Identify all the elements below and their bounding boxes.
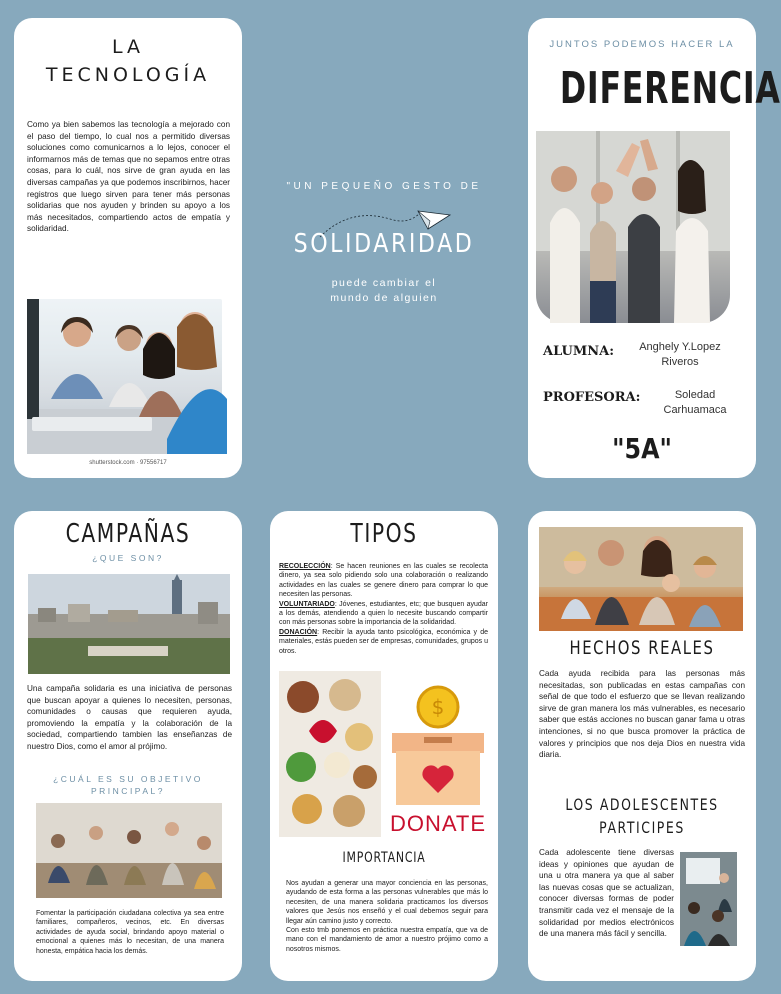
grade-label: "5A" — [612, 432, 672, 465]
subtitle-line1: puede cambiar el — [331, 277, 437, 289]
team-high-five-photo — [536, 131, 730, 323]
card-campanas — [14, 511, 242, 981]
profesora-name — [646, 388, 744, 418]
objective-heading-line2: PRINCIPAL? — [91, 786, 165, 796]
tipos-title: TIPOS — [350, 519, 418, 549]
card-hechos-reales — [528, 511, 756, 981]
profesora-label: PROFESORA: — [543, 390, 641, 405]
alumna-name — [626, 340, 734, 370]
campanas-title: CAMPAÑAS — [65, 519, 191, 549]
adolescentes-title-line2: PARTICIPES — [599, 818, 685, 837]
alumna-name-line2: Riveros — [661, 356, 699, 368]
tecnologia-title-line2: TECNOLOGÍA — [45, 64, 211, 86]
adolescentes-title-line1: LOS ADOLESCENTES — [565, 795, 719, 814]
diferencia-kicker: JUNTOS PODEMOS HACER LA — [549, 39, 735, 50]
campanas-subtitle: ¿QUE SON? — [92, 553, 164, 563]
tecnologia-paragraph: Como ya bien sabemos las tecnología a mejorado con el paso del tiempo, lo cual nos a permitido diversas soluciones como comunicarnos a lo lejos, conocer el informarnos más de temas que no sepamos entre otras cosas, para lo cuál, nos sirve de gran ayuda en las diversas campañas ya que podemos inscribirnos, hacer registros que luego sirven para tener más personas solidarias que nos ayuden y brinden su apoyo a los más necesitados, compartiendo actos de empatía y solidaridad. — [27, 120, 230, 234]
hechos-paragraph: Cada ayuda recibida para las personas más necesitadas, son publicadas en estas campañas con señal de que todo el esfuerzo que se llevan realizando sirve de gran manera los más vulnerables, es necesario saber que estás acciones no buscan ganar fama u otras intenciones, si no que busca promover la práctica de valores y principios que nos deja Dios en nuestra vida diaria. — [539, 669, 745, 760]
card-diferencia — [528, 18, 781, 478]
importancia-title: IMPORTANCIA — [342, 850, 426, 866]
tipo-term-donacion: DONACIÓN — [279, 628, 318, 636]
card-tipos — [270, 511, 498, 981]
adolescentes-title — [553, 793, 731, 839]
alumna-label: ALUMNA: — [543, 344, 615, 359]
tipo-text-recoleccion: : Se hacen reuniones en las cuales se recolecta dinero, ya sea solo pidiendo solo una colaboración o realizando actividades en las cuales se genere dinero para comprar lo que necesiten las personas. — [279, 563, 488, 599]
subtitle — [270, 276, 498, 306]
solidaridad-word: SOLIDARIDAD — [293, 229, 475, 259]
tipo-text-donacion: : Recibir la ayuda tanto psicológica, económica y de materiales, estás pueden ser de empresas, comunidades, grupos u otros. — [279, 628, 488, 655]
profesora-name-line2: Carhuamaca — [663, 404, 727, 416]
diferencia-title: DIFERENCIA — [559, 63, 781, 114]
donation-box-icon — [384, 681, 492, 839]
objective-paragraph: Fomentar la participación ciudadana colectiva ya sea entre familiares, compañeros, vecinos, etc. En diversas actividades de ayuda social, brindando apoyo material o emocional a quienes más lo necesitan, de una manera honesta, empática hacia los demás. — [36, 910, 224, 955]
card-tecnologia — [14, 18, 242, 478]
tipo-text-voluntariado: : Jóvenes, estudiantes, etc; que busquen ayudar a los demás, atendiendo a quien lo necesite buscando compartir con más personas sobre la importancia de la solidaridad. — [279, 600, 488, 627]
food-donation-photo — [279, 671, 381, 837]
tecnologia-title-line1: LA — [111, 36, 145, 58]
family-photo — [539, 527, 743, 631]
tipo-term-recoleccion: RECOLECCIÓN — [279, 563, 331, 570]
tipo-term-voluntariado: VOLUNTARIADO — [279, 600, 335, 608]
importancia-paragraph-1: Nos ayudan a generar una mayor conciencia en las personas, ayudando de esta forma a las personas vulnerables que más lo necesiten, de una manera solidaria practicamos los diversos valores que Jesús nos enseñó y el cual debemos seguir para llegar aún camino justo y correcto. — [286, 880, 488, 925]
students-computer-photo — [27, 299, 222, 454]
svg-text:$: $ — [431, 695, 445, 719]
importancia-paragraph-2: Con esto tmb ponemos en práctica nuestra empatía, que va de mano con el mandamiento de amor a nuestro prójimo como a nosotros mismos. — [286, 927, 488, 953]
city-photo — [28, 574, 230, 674]
classroom-photo — [680, 852, 737, 946]
objective-heading-line1: ¿CUÁL ES SU OBJETIVO — [53, 774, 203, 784]
campanas-paragraph: Una campaña solidaria es una iniciativa de personas que buscan apoyar a quienes lo necesiten, personas, comunidades o causas que requieren ayuda, promoviendo la empatía y la colaboración de la sociedad, compartiendo tambien las enseñanzas de nuestro Dios, como el amor al prójimo. — [27, 684, 232, 751]
adolescentes-paragraph: Cada adolescente tiene diversas ideas y opiniones que ayudan de una u otra manera ya que al saber las nuevas cosas que se actualizan, conocer diversas formas de poder transmitir cada vez el mensaje de la solidaridad por medios electrónicos de una manera más fácil y sencilla. — [539, 848, 674, 939]
subtitle-line2: mundo de alguien — [330, 292, 438, 304]
objective-heading — [14, 773, 242, 797]
tipos-list — [279, 562, 488, 656]
meeting-photo — [36, 803, 222, 898]
alumna-name-line1: Anghely Y.Lopez — [639, 341, 721, 353]
donate-label: DONATE — [389, 811, 487, 836]
importancia-paragraph — [286, 879, 488, 954]
quote-line: "UN PEQUEÑO GESTO DE — [286, 181, 482, 192]
hechos-title: HECHOS REALES — [569, 637, 715, 659]
photo-credit: shutterstock.com · 97556717 — [89, 460, 167, 466]
profesora-name-line1: Soledad — [674, 389, 716, 401]
